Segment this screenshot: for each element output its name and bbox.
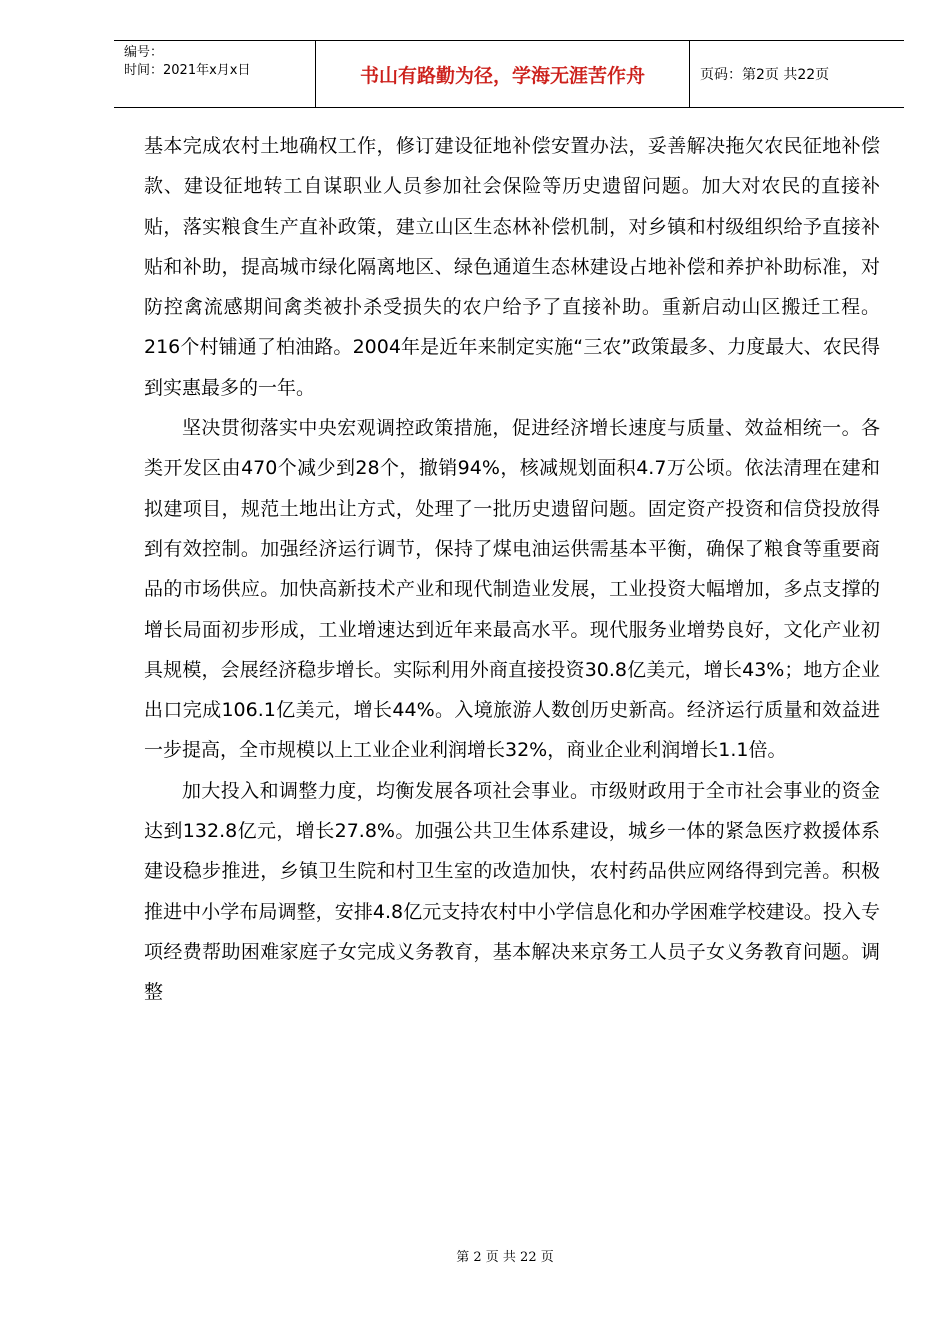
header-page-number: 页码：第2页 共22页 xyxy=(700,67,830,83)
document-body xyxy=(144,126,880,1013)
header-motto: 书山有路勤为径，学海无涯苦作舟 xyxy=(316,41,690,107)
paragraph-continued: 基本完成农村土地确权工作，修订建设征地补偿安置办法，妥善解决拖欠农民征地补偿款、建设征地转工自谋职业人员参加社会保险等历史遗留问题。加大对农民的直接补贴，落实粮食生产直补政策，建立山区生态林补偿机制，对乡镇和村级组织给予直接补贴和补助，提高城市绿化隔离地区、绿色通道生态林建设占地补偿和养护补助标准，对防控禽流感期间禽类被扑杀受损失的农户给予了直接补助。重新启动山区搬迁工程。216个村铺通了柏油路。2004年是近年来制定实施“三农”政策最多、力度最大、农民得到实惠最多的一年。 xyxy=(144,135,880,399)
page-footer: 第 2 页 共 22 页 xyxy=(456,1250,554,1265)
paragraph: 加大投入和调整力度，均衡发展各项社会事业。市级财政用于全市社会事业的资金达到132.8亿元，增长27.8%。加强公共卫生体系建设，城乡一体的紧急医疗救援体系建设稳步推进，乡镇卫生院和村卫生室的改造加快，农村药品供应网络得到完善。积极推进中小学布局调整，安排4.8亿元支持农村中小学信息化和办学困难学校建设。投入专项经费帮助困难家庭子女完成义务教育，基本解决来京务工人员子女义务教育问题。调整 xyxy=(144,779,880,1004)
header-info-cell xyxy=(114,41,316,107)
document-number: 编号： xyxy=(124,45,164,60)
document-date: 时间：2021年x月x日 xyxy=(124,63,251,78)
paragraph: 坚决贯彻落实中央宏观调控政策措施，促进经济增长速度与质量、效益相统一。各类开发区由470个减少到28个，撤销94%，核减规划面积4.7万公顷。依法清理在建和拟建项目，规范土地出让方式，处理了一批历史遗留问题。固定资产投资和信贷投放得到有效控制。加强经济运行调节，保持了煤电油运供需基本平衡，确保了粮食等重要商品的市场供应。加快高新技术产业和现代制造业发展，工业投资大幅增加，多点支撑的增长局面初步形成，工业增速达到近年来最高水平。现代服务业增势良好，文化产业初具规模，会展经济稳步增长。实际利用外商直接投资30.8亿美元，增长43%；地方企业出口完成106.1亿美元，增长44%。入境旅游人数创历史新高。经济运行质量和效益进一步提高，全市规模以上工业企业利润增长32%，商业企业利润增长1.1倍。 xyxy=(144,417,880,762)
page-header xyxy=(114,40,904,108)
